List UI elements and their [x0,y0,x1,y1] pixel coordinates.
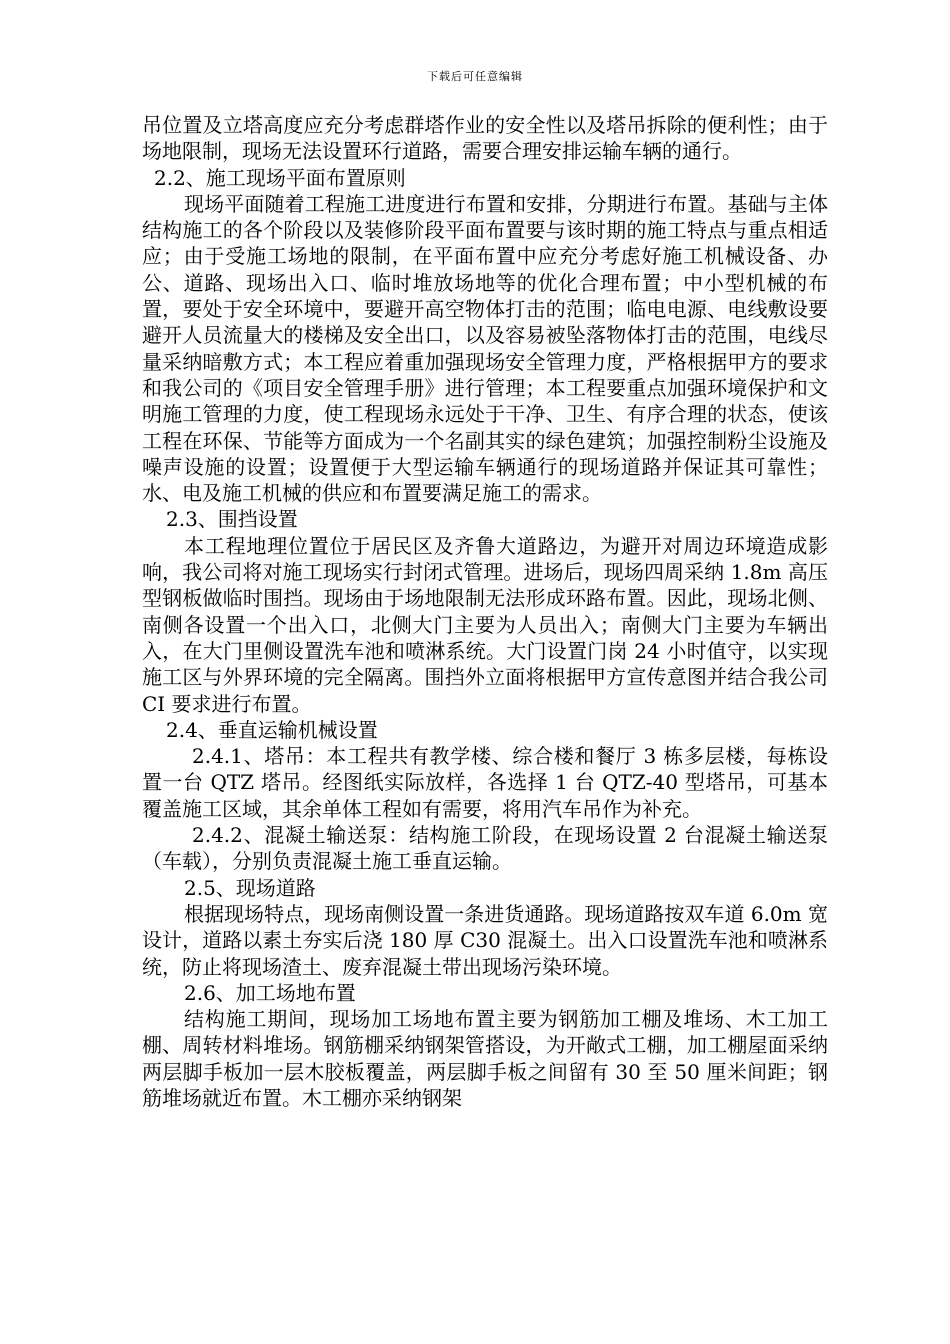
section-heading-2-5: 2.5、现场道路 [184,875,316,900]
section-heading-2-3: 2.3、围挡设置 [166,507,298,532]
paragraph-2-5: 根据现场特点，现场南侧设置一条进货通路。现场道路按双车道 6.0m 宽设计，道路以素土夯实后浇 180 厚 C30 混凝土。出入口设置洗车池和喷淋系统，防止将现场渣土、废弃混凝土带出现场污染环境。 [142,901,828,979]
paragraph-2-6: 结构施工期间，现场加工场地布置主要为钢筋加工棚及堆场、木工加工棚、周转材料堆场。钢筋棚采纳钢架管搭设，为开敞式工棚，加工棚屋面采纳两层脚手板加一层木胶板覆盖，两层脚手板之间留有 30 至 50 厘米间距；钢筋堆场就近布置。木工棚亦采纳钢架 [142,1007,828,1110]
paragraph-2-2: 现场平面随着工程施工进度进行布置和安排，分期进行布置。基础与主体结构施工的各个阶段以及装修阶段平面布置要与该时期的施工特点与重点相适应；由于受施工场地的限制，在平面布置中应充分考虑好施工机械设备、办公、道路、现场出入口、临时堆放场地等的优化合理布置；中小型机械的布置，要处于安全环境中，要避开高空物体打击的范围；临电电源、电线敷设要避开人员流量大的楼梯及安全出口，以及容易被坠落物体打击的范围，电线尽量采纳暗敷方式；本工程应着重加强现场安全管理力度，严格根据甲方的要求和我公司的《项目安全管理手册》进行管理；本工程要重点加强环境保护和文明施工管理的力度，使工程现场永远处于干净、卫生、有序合理的状态，使该工程在环保、节能等方面成为一个名副其实的绿色建筑；加强控制粉尘设施及噪声设施的设置；设置便于大型运输车辆通行的现场道路并保证其可靠性；水、电及施工机械的供应和布置要满足施工的需求。 [142,191,828,506]
section-heading-2-6: 2.6、加工场地布置 [184,980,356,1005]
document-body [142,112,828,1111]
section-heading-2-4: 2.4、垂直运输机械设置 [166,717,378,742]
paragraph-2-4-2: 2.4.2、混凝土输送泵：结构施工阶段，在现场设置 2 台混凝土输送泵（车载），分别负责混凝土施工垂直运输。 [142,823,828,874]
paragraph-intro: 吊位置及立塔高度应充分考虑群塔作业的安全性以及塔吊拆除的便利性；由于场地限制，现场无法设置环行道路，需要合理安排运输车辆的通行。 [142,113,828,164]
header-note: 下载后可任意编辑 [427,70,523,83]
paragraph-2-4-1: 2.4.1、塔吊：本工程共有教学楼、综合楼和餐厅 3 栋多层楼，每栋设置一台 QTZ 塔吊。经图纸实际放样，各选择 1 台 QTZ-40 型塔吊，可基本覆盖施工区域，其余单体工程如有需要，将用汽车吊作为补充。 [142,744,828,821]
section-heading-2-2: 2.2、施工现场平面布置原则 [154,165,406,190]
paragraph-2-3: 本工程地理位置位于居民区及齐鲁大道路边，为避开对周边环境造成影响，我公司将对施工现场实行封闭式管理。进场后，现场四周采纳 1.8m 高压型钢板做临时围挡。现场由于场地限制无法形成环路布置。因此，现场北侧、南侧各设置一个出入口，北侧大门主要为人员出入；南侧大门主要为车辆出入，在大门里侧设置洗车池和喷淋系统。大门设置门岗 24 小时值守，以实现施工区与外界环境的完全隔离。围挡外立面将根据甲方宣传意图并结合我公司 CI 要求进行布置。 [142,533,828,716]
